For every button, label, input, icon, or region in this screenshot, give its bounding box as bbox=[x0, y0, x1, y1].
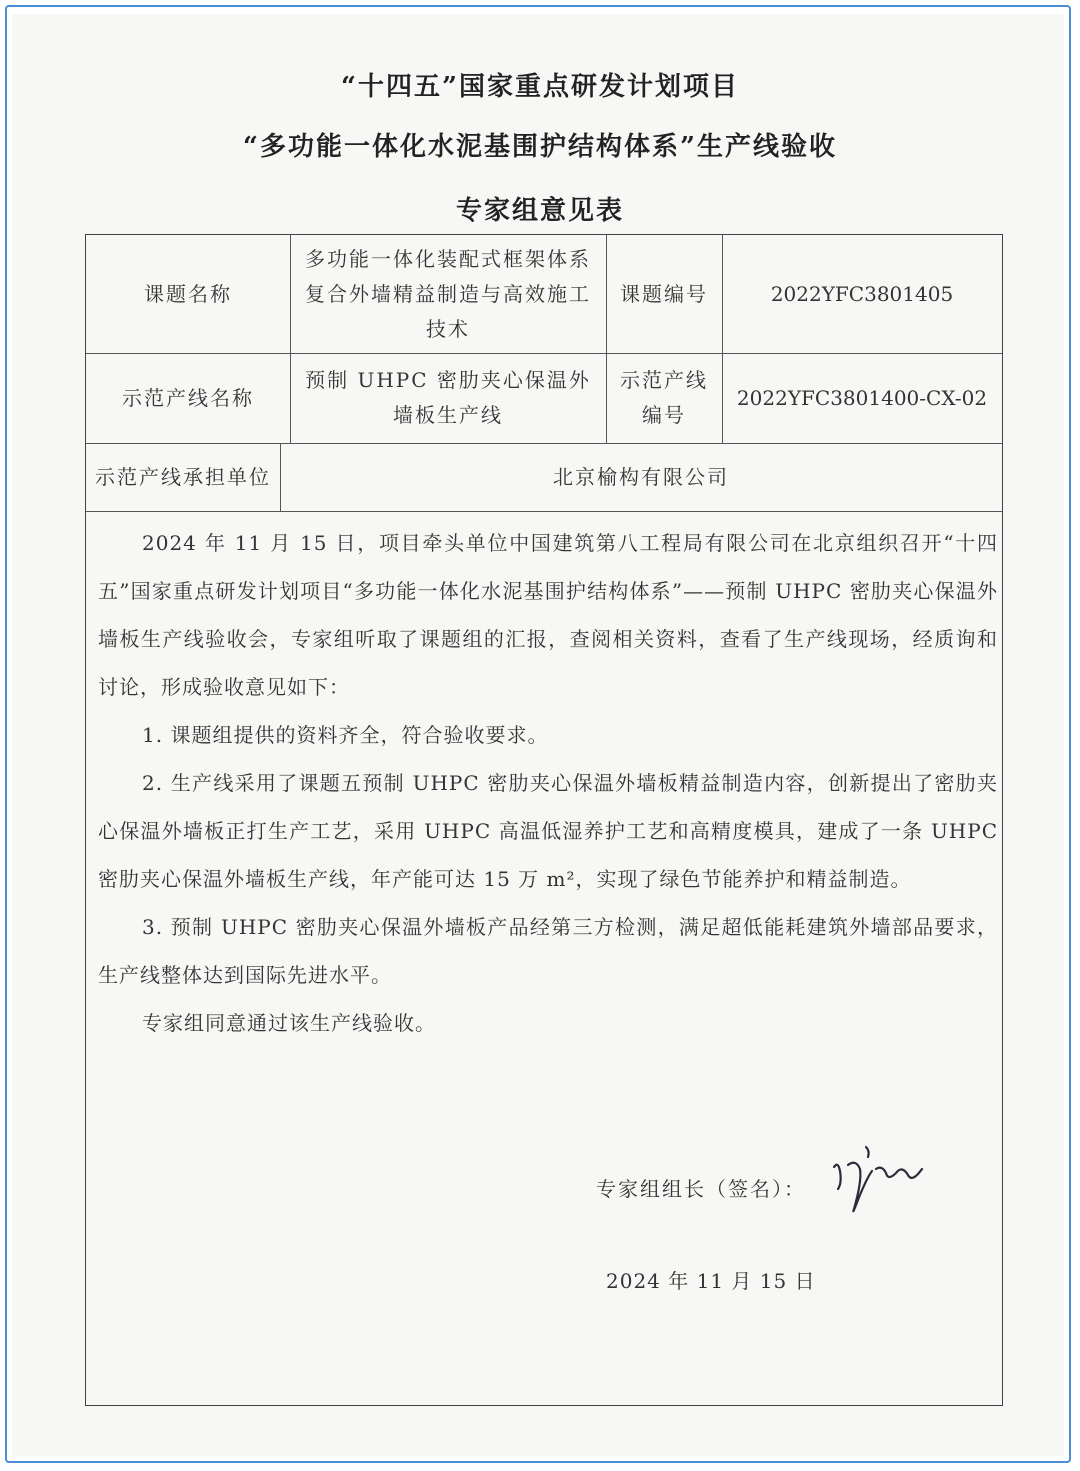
opinion-item-1: 1. 课题组提供的资料齐全，符合验收要求。 bbox=[142, 723, 549, 747]
opinion-conclusion: 专家组同意通过该生产线验收。 bbox=[142, 1011, 436, 1035]
signature-label: 专家组组长（签名）： bbox=[596, 1177, 806, 1201]
line-name-value: 预制 UHPC 密肋夹心保温外墙板生产线 bbox=[305, 368, 591, 427]
opinion-item-3: 3. 预制 UHPC 密肋夹心保温外墙板产品经第三方检测，满足超低能耗建筑外墙部品要求，生产线整体达到国际先进水平。 bbox=[98, 915, 998, 987]
unit-label: 示范产线承担单位 bbox=[95, 464, 271, 489]
col-divider bbox=[290, 235, 291, 443]
title-line-3: 专家组意见表 bbox=[455, 196, 624, 226]
row-divider bbox=[86, 511, 1002, 512]
opinion-paragraph: 2024 年 11 月 15 日，项目牵头单位中国建筑第八工程局有限公司在北京组织召开“十四五”国家重点研发计划项目“多功能一体化水泥基围护结构体系”——预制 UHPC 密肋夹心保温外墙板生产线验收会，专家组听取了课题组的汇报，查阅相关资料，查看了生产线现场，经质询和讨论，形成验收意见如下： bbox=[98, 531, 998, 699]
unit-value: 北京榆构有限公司 bbox=[553, 464, 729, 489]
title-line-2: “多功能一体化水泥基围护结构体系”生产线验收 bbox=[243, 132, 837, 162]
topic-no-label: 课题编号 bbox=[620, 281, 708, 306]
opinion-form bbox=[85, 234, 1003, 1406]
topic-name-label: 课题名称 bbox=[144, 281, 232, 306]
opinion-text bbox=[98, 519, 998, 1047]
line-no-value: 2022YFC3801400-CX-02 bbox=[736, 385, 988, 410]
line-no-label: 示范产线编号 bbox=[620, 368, 708, 427]
opinion-item-2: 2. 生产线采用了课题五预制 UHPC 密肋夹心保温外墙板精益制造内容，创新提出了密肋夹心保温外墙板正打生产工艺，采用 UHPC 高温低湿养护工艺和高精度模具，建成了一条 UHPC 密肋夹心保温外墙板生产线，年产能可达 15 万 m²，实现了绿色节能养护和精益制造。 bbox=[98, 771, 998, 891]
title-line-1: “十四五”国家重点研发计划项目 bbox=[341, 72, 739, 102]
topic-no-value: 2022YFC3801405 bbox=[770, 281, 954, 306]
signature-date: 2024 年 11 月 15 日 bbox=[606, 1269, 816, 1293]
line-name-label: 示范产线名称 bbox=[122, 385, 254, 410]
topic-name-value: 多功能一体化装配式框架体系复合外墙精益制造与高效施工技术 bbox=[305, 246, 591, 341]
handwritten-signature bbox=[826, 1139, 936, 1219]
